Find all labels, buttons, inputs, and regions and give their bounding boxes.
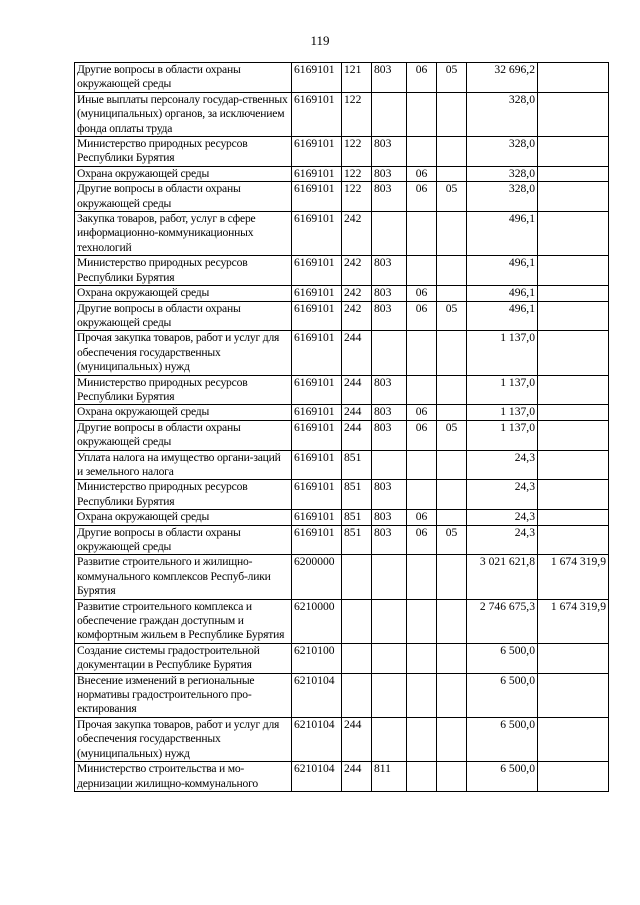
section-cell	[407, 480, 437, 510]
subsection-cell	[437, 599, 467, 643]
table-row	[75, 375, 609, 405]
subsection-cell	[437, 450, 467, 480]
row-name-cell: Другие вопросы в области охраны окружающей среды	[75, 420, 292, 450]
table-row	[75, 301, 609, 331]
table-row	[75, 256, 609, 286]
row-name-cell: Охрана окружающей среды	[75, 405, 292, 420]
subsection-cell: 05	[437, 525, 467, 555]
amount-2-cell	[538, 182, 609, 212]
expense-type-cell: 122	[342, 166, 372, 181]
table-row	[75, 92, 609, 136]
amount-1-cell: 2 746 675,3	[467, 599, 538, 643]
ministry-code-cell: 803	[372, 166, 407, 181]
table-row	[75, 137, 609, 167]
subsection-cell	[437, 643, 467, 673]
row-name-cell: Внесение изменений в региональные нормативы градостроительного про-ектирования	[75, 673, 292, 717]
row-name-cell: Прочая закупка товаров, работ и услуг для обеспечения государственных (муниципальных) нужд	[75, 717, 292, 761]
expense-type-cell	[342, 643, 372, 673]
section-cell	[407, 256, 437, 286]
row-name-cell: Создание системы градостроительной документации в Республике Бурятия	[75, 643, 292, 673]
ministry-code-cell: 803	[372, 525, 407, 555]
row-name-cell: Прочая закупка товаров, работ и услуг для обеспечения государственных (муниципальных) нужд	[75, 331, 292, 375]
section-cell: 06	[407, 182, 437, 212]
row-name-cell: Министерство природных ресурсов Республики Бурятия	[75, 480, 292, 510]
table-row	[75, 212, 609, 256]
ministry-code-cell	[372, 331, 407, 375]
amount-2-cell	[538, 450, 609, 480]
amount-2-cell	[538, 405, 609, 420]
amount-2-cell	[538, 301, 609, 331]
amount-1-cell: 1 137,0	[467, 405, 538, 420]
expense-type-cell: 851	[342, 525, 372, 555]
table-row	[75, 762, 609, 792]
amount-1-cell: 3 021 621,8	[467, 555, 538, 599]
subsection-cell: 05	[437, 301, 467, 331]
target-code-cell: 6169101	[292, 405, 342, 420]
ministry-code-cell: 803	[372, 301, 407, 331]
subsection-cell	[437, 673, 467, 717]
row-name-cell: Министерство строительства и мо-дернизации жилищно-коммунального	[75, 762, 292, 792]
ministry-code-cell	[372, 92, 407, 136]
table-row	[75, 405, 609, 420]
amount-2-cell	[538, 673, 609, 717]
table-row	[75, 63, 609, 93]
section-cell: 06	[407, 286, 437, 301]
table-row	[75, 286, 609, 301]
amount-1-cell: 6 500,0	[467, 673, 538, 717]
section-cell	[407, 375, 437, 405]
row-name-cell: Министерство природных ресурсов Республики Бурятия	[75, 256, 292, 286]
section-cell	[407, 331, 437, 375]
amount-2-cell	[538, 525, 609, 555]
section-cell: 06	[407, 525, 437, 555]
amount-1-cell: 24,3	[467, 525, 538, 555]
row-name-cell: Охрана окружающей среды	[75, 286, 292, 301]
target-code-cell: 6169101	[292, 331, 342, 375]
ministry-code-cell: 803	[372, 182, 407, 212]
amount-2-cell	[538, 212, 609, 256]
expense-type-cell: 244	[342, 375, 372, 405]
amount-1-cell: 6 500,0	[467, 717, 538, 761]
row-name-cell: Иные выплаты персоналу государ-ственных (муниципальных) органов, за исключением фонда оплаты труда	[75, 92, 292, 136]
ministry-code-cell: 803	[372, 420, 407, 450]
ministry-code-cell: 803	[372, 510, 407, 525]
section-cell	[407, 673, 437, 717]
expense-type-cell: 122	[342, 137, 372, 167]
amount-2-cell	[538, 480, 609, 510]
section-cell	[407, 555, 437, 599]
target-code-cell: 6169101	[292, 63, 342, 93]
expense-type-cell: 242	[342, 256, 372, 286]
expense-type-cell: 244	[342, 405, 372, 420]
amount-2-cell	[538, 375, 609, 405]
row-name-cell: Охрана окружающей среды	[75, 510, 292, 525]
section-cell: 06	[407, 405, 437, 420]
table-row	[75, 510, 609, 525]
ministry-code-cell: 803	[372, 256, 407, 286]
target-code-cell: 6169101	[292, 525, 342, 555]
amount-2-cell	[538, 331, 609, 375]
ministry-code-cell	[372, 643, 407, 673]
ministry-code-cell	[372, 212, 407, 256]
target-code-cell: 6210000	[292, 599, 342, 643]
target-code-cell: 6169101	[292, 137, 342, 167]
subsection-cell: 05	[437, 182, 467, 212]
section-cell	[407, 450, 437, 480]
expense-type-cell: 244	[342, 717, 372, 761]
ministry-code-cell: 803	[372, 137, 407, 167]
budget-table	[74, 62, 609, 792]
amount-1-cell: 1 137,0	[467, 331, 538, 375]
ministry-code-cell: 803	[372, 480, 407, 510]
amount-2-cell	[538, 762, 609, 792]
expense-type-cell: 851	[342, 480, 372, 510]
amount-1-cell: 32 696,2	[467, 63, 538, 93]
subsection-cell	[437, 762, 467, 792]
section-cell	[407, 762, 437, 792]
amount-2-cell	[538, 510, 609, 525]
target-code-cell: 6169101	[292, 301, 342, 331]
subsection-cell	[437, 405, 467, 420]
amount-1-cell: 496,1	[467, 212, 538, 256]
subsection-cell	[437, 555, 467, 599]
table-row	[75, 525, 609, 555]
subsection-cell	[437, 717, 467, 761]
subsection-cell	[437, 137, 467, 167]
table-row	[75, 599, 609, 643]
amount-1-cell: 328,0	[467, 166, 538, 181]
row-name-cell: Другие вопросы в области охраны окружающей среды	[75, 63, 292, 93]
target-code-cell: 6169101	[292, 212, 342, 256]
subsection-cell: 05	[437, 63, 467, 93]
amount-2-cell	[538, 92, 609, 136]
target-code-cell: 6169101	[292, 420, 342, 450]
target-code-cell: 6169101	[292, 182, 342, 212]
target-code-cell: 6169101	[292, 450, 342, 480]
amount-2-cell	[538, 717, 609, 761]
ministry-code-cell	[372, 599, 407, 643]
expense-type-cell: 122	[342, 92, 372, 136]
section-cell: 06	[407, 301, 437, 331]
table-row	[75, 480, 609, 510]
ministry-code-cell	[372, 555, 407, 599]
ministry-code-cell: 803	[372, 286, 407, 301]
target-code-cell: 6169101	[292, 256, 342, 286]
table-row	[75, 717, 609, 761]
ministry-code-cell: 803	[372, 375, 407, 405]
row-name-cell: Уплата налога на имущество органи-заций и земельного налога	[75, 450, 292, 480]
amount-1-cell: 496,1	[467, 256, 538, 286]
target-code-cell: 6210100	[292, 643, 342, 673]
table-row	[75, 420, 609, 450]
section-cell	[407, 599, 437, 643]
section-cell: 06	[407, 420, 437, 450]
target-code-cell: 6169101	[292, 286, 342, 301]
target-code-cell: 6210104	[292, 673, 342, 717]
section-cell	[407, 717, 437, 761]
target-code-cell: 6169101	[292, 92, 342, 136]
target-code-cell: 6200000	[292, 555, 342, 599]
expense-type-cell: 244	[342, 420, 372, 450]
amount-2-cell: 1 674 319,9	[538, 555, 609, 599]
subsection-cell	[437, 510, 467, 525]
amount-1-cell: 24,3	[467, 480, 538, 510]
target-code-cell: 6169101	[292, 166, 342, 181]
row-name-cell: Другие вопросы в области охраны окружающей среды	[75, 182, 292, 212]
table-row	[75, 331, 609, 375]
target-code-cell: 6169101	[292, 510, 342, 525]
amount-1-cell: 6 500,0	[467, 643, 538, 673]
row-name-cell: Другие вопросы в области охраны окружающей среды	[75, 301, 292, 331]
amount-2-cell	[538, 643, 609, 673]
row-name-cell: Охрана окружающей среды	[75, 166, 292, 181]
row-name-cell: Министерство природных ресурсов Республики Бурятия	[75, 137, 292, 167]
section-cell: 06	[407, 63, 437, 93]
target-code-cell: 6210104	[292, 717, 342, 761]
expense-type-cell: 851	[342, 450, 372, 480]
target-code-cell: 6210104	[292, 762, 342, 792]
expense-type-cell: 242	[342, 301, 372, 331]
section-cell: 06	[407, 510, 437, 525]
subsection-cell	[437, 256, 467, 286]
table-row	[75, 673, 609, 717]
amount-1-cell: 328,0	[467, 137, 538, 167]
ministry-code-cell: 803	[372, 63, 407, 93]
amount-1-cell: 1 137,0	[467, 420, 538, 450]
table-row	[75, 166, 609, 181]
amount-1-cell: 24,3	[467, 450, 538, 480]
section-cell	[407, 137, 437, 167]
ministry-code-cell: 803	[372, 405, 407, 420]
amount-2-cell	[538, 63, 609, 93]
target-code-cell: 6169101	[292, 480, 342, 510]
subsection-cell	[437, 286, 467, 301]
target-code-cell: 6169101	[292, 375, 342, 405]
expense-type-cell	[342, 555, 372, 599]
amount-1-cell: 1 137,0	[467, 375, 538, 405]
row-name-cell: Развитие строительного и жилищно-коммунального комплексов Респуб-лики Бурятия	[75, 555, 292, 599]
amount-1-cell: 328,0	[467, 92, 538, 136]
subsection-cell	[437, 375, 467, 405]
section-cell	[407, 92, 437, 136]
expense-type-cell	[342, 673, 372, 717]
expense-type-cell	[342, 599, 372, 643]
page-number: 119	[310, 33, 330, 48]
section-cell: 06	[407, 166, 437, 181]
ministry-code-cell	[372, 450, 407, 480]
ministry-code-cell	[372, 673, 407, 717]
expense-type-cell: 242	[342, 212, 372, 256]
expense-type-cell: 242	[342, 286, 372, 301]
table-body	[75, 63, 609, 792]
amount-2-cell	[538, 286, 609, 301]
expense-type-cell: 244	[342, 331, 372, 375]
subsection-cell	[437, 212, 467, 256]
amount-1-cell: 328,0	[467, 182, 538, 212]
expense-type-cell: 122	[342, 182, 372, 212]
table-row	[75, 450, 609, 480]
subsection-cell	[437, 92, 467, 136]
subsection-cell: 05	[437, 420, 467, 450]
amount-2-cell	[538, 137, 609, 167]
row-name-cell: Закупка товаров, работ, услуг в сфере информационно-коммуникационных технологий	[75, 212, 292, 256]
section-cell	[407, 643, 437, 673]
row-name-cell: Министерство природных ресурсов Республики Бурятия	[75, 375, 292, 405]
expense-type-cell: 121	[342, 63, 372, 93]
table-row	[75, 182, 609, 212]
ministry-code-cell	[372, 717, 407, 761]
amount-1-cell: 24,3	[467, 510, 538, 525]
amount-2-cell: 1 674 319,9	[538, 599, 609, 643]
table-row	[75, 555, 609, 599]
expense-type-cell: 851	[342, 510, 372, 525]
table-row	[75, 643, 609, 673]
amount-1-cell: 6 500,0	[467, 762, 538, 792]
amount-2-cell	[538, 166, 609, 181]
subsection-cell	[437, 480, 467, 510]
subsection-cell	[437, 166, 467, 181]
amount-1-cell: 496,1	[467, 301, 538, 331]
row-name-cell: Развитие строительного комплекса и обеспечение граждан доступным и комфортным жильем в Республике Бурятия	[75, 599, 292, 643]
amount-2-cell	[538, 420, 609, 450]
amount-2-cell	[538, 256, 609, 286]
ministry-code-cell: 811	[372, 762, 407, 792]
section-cell	[407, 212, 437, 256]
amount-1-cell: 496,1	[467, 286, 538, 301]
row-name-cell: Другие вопросы в области охраны окружающей среды	[75, 525, 292, 555]
subsection-cell	[437, 331, 467, 375]
expense-type-cell: 244	[342, 762, 372, 792]
